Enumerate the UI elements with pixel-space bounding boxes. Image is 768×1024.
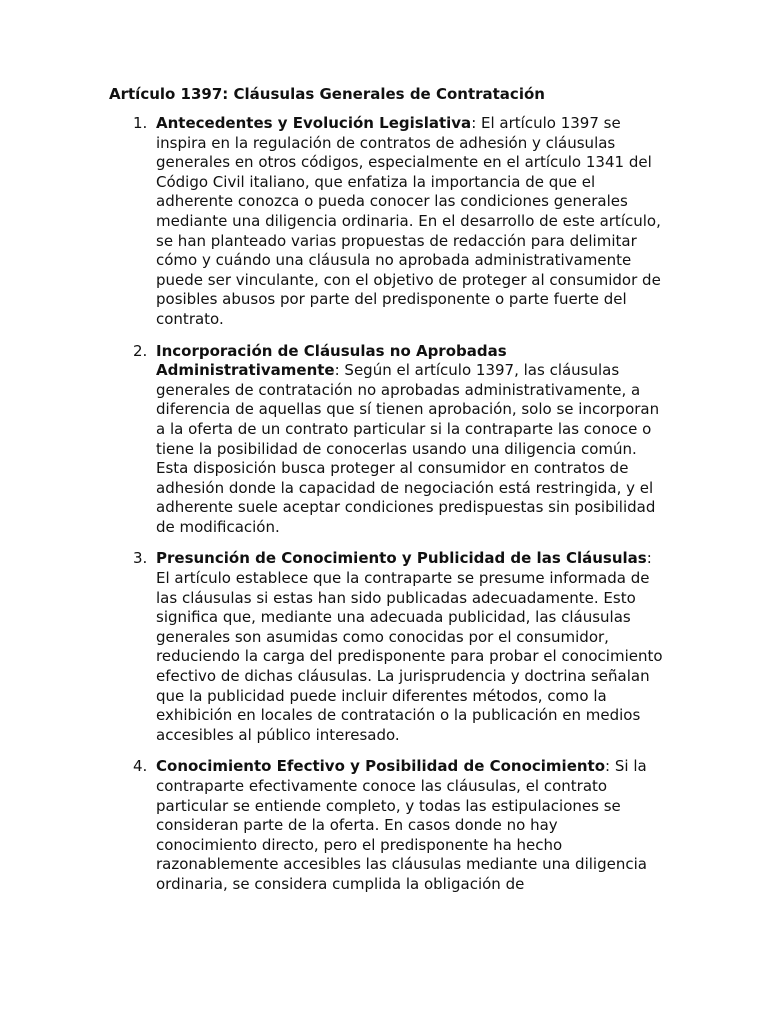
list-item: [133, 114, 663, 330]
item-separator: :: [334, 361, 345, 380]
item-separator: :: [646, 549, 652, 568]
item-separator: :: [605, 757, 615, 776]
item-heading: Antecedentes y Evolución Legislativa: [156, 114, 472, 132]
item-body: El artículo 1397 se inspira en la regulación de contratos de adhesión y cláusulas generales en otros códigos, especialmente en el artículo 1341 del Código Civil italiano, que enfatiza la importancia de que el adherente conozca o pueda conocer las condiciones generales mediante una diligencia ordinaria. En el desarrollo de este artículo, se han planteado varias propuestas de redacción para delimitar cómo y cuándo una cláusula no aprobada administrativamente puede ser vinculante, con el objetivo de proteger al consumidor de posibles abusos por parte del predisponente o parte fuerte del contrato.: [156, 114, 661, 328]
item-number: 2.: [133, 341, 148, 360]
item-heading: Incorporación de Cláusulas no Aprobadas Administrativamente: [156, 341, 507, 380]
list-viewport: [133, 114, 663, 914]
item-number: 1.: [133, 114, 148, 132]
list-item: [133, 549, 663, 745]
item-number: 4.: [133, 757, 148, 776]
item-body: El artículo establece que la contraparte se presume informada de las cláusulas si estas han sido publicadas adecuadamente. Esto significa que, mediante una adecuada publicidad, las cláusulas generales son asumidas como conocidas por el consumidor, reduciendo la carga del predisponente para probar el conocimiento efectivo de dichas cláusulas. La jurisprudencia y doctrina señalan que la publicidad puede incluir diferentes métodos, como la exhibición en locales de contratación o la publicación en medios accesibles al público interesado.: [156, 569, 663, 744]
numbered-list: [133, 114, 663, 895]
item-body: Según el artículo 1397, las cláusulas generales de contratación no aprobadas administrativamente, a diferencia de aquellas que sí tienen aprobación, solo se incorporan a la oferta de un contrato particular si la contraparte las conoce o tiene la posibilidad de conocerlas usando una diligencia común. Esta disposición busca proteger al consumidor en contratos de adhesión donde la capacidad de negociación está restringida, y el adherente suele aceptar condiciones predispuestas sin posibilidad de modificación.: [156, 361, 660, 536]
item-separator: :: [471, 114, 482, 132]
list-item: [133, 757, 663, 894]
item-number: 3.: [133, 549, 148, 568]
item-heading: Presunción de Conocimiento y Publicidad de las Cláusulas: [156, 549, 647, 568]
document-title: Artículo 1397: Cláusulas Generales de Contratación: [109, 85, 545, 103]
item-heading: Conocimiento Efectivo y Posibilidad de Conocimiento: [156, 757, 606, 776]
item-body: Si la contraparte efectivamente conoce las cláusulas, el contrato particular se entiende completo, y todas las estipulaciones se consideran parte de la oferta. En casos donde no hay conocimiento directo, pero el predisponente ha hecho razonablemente accesibles las cláusulas mediante una diligencia ordinaria, se considera cumplida la obligación de: [156, 757, 647, 893]
list-item: [133, 342, 663, 538]
